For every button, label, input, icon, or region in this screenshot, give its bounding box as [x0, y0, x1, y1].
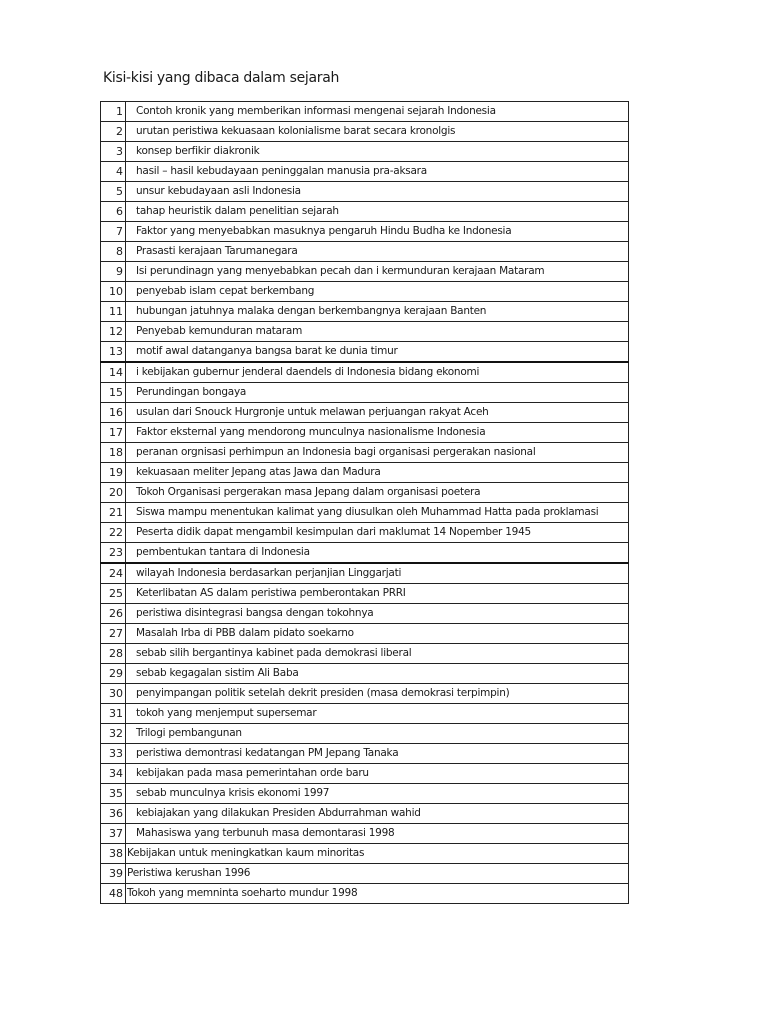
row-topic: sebab silih bergantinya kabinet pada demokrasi liberal: [126, 644, 629, 664]
row-number: 32: [101, 724, 126, 744]
row-number: 12: [101, 322, 126, 342]
row-number: 34: [101, 764, 126, 784]
row-topic: kebiajakan yang dilakukan Presiden Abdurrahman wahid: [126, 804, 629, 824]
row-topic: Trilogi pembangunan: [126, 724, 629, 744]
row-number: 38: [101, 844, 126, 864]
row-number: 9: [101, 262, 126, 282]
page-title: Kisi-kisi yang dibaca dalam sejarah: [103, 70, 340, 86]
table-row: [101, 142, 629, 162]
row-number: 16: [101, 403, 126, 423]
row-number: 48: [101, 884, 126, 904]
table-row: [101, 262, 629, 282]
row-number: 29: [101, 664, 126, 684]
row-number: 30: [101, 684, 126, 704]
row-topic: Contoh kronik yang memberikan informasi mengenai sejarah Indonesia: [126, 102, 629, 122]
table-row: [101, 824, 629, 844]
row-topic: peranan orgnisasi perhimpun an Indonesia bagi organisasi pergerakan nasional: [126, 443, 629, 463]
row-number: 19: [101, 463, 126, 483]
row-topic: kekuasaan meliter Jepang atas Jawa dan Madura: [126, 463, 629, 483]
table-row: [101, 202, 629, 222]
row-number: 15: [101, 383, 126, 403]
row-number: 20: [101, 483, 126, 503]
row-number: 8: [101, 242, 126, 262]
row-number: 36: [101, 804, 126, 824]
row-number: 35: [101, 784, 126, 804]
table-row: [101, 704, 629, 724]
row-topic: hubungan jatuhnya malaka dengan berkembangnya kerajaan Banten: [126, 302, 629, 322]
row-number: 27: [101, 624, 126, 644]
row-number: 10: [101, 282, 126, 302]
row-number: 6: [101, 202, 126, 222]
table-row: [101, 463, 629, 483]
row-number: 3: [101, 142, 126, 162]
row-topic: tahap heuristik dalam penelitian sejarah: [126, 202, 629, 222]
table-row: [101, 302, 629, 322]
table-row: [101, 362, 629, 383]
table-row: [101, 182, 629, 202]
row-topic: Penyebab kemunduran mataram: [126, 322, 629, 342]
row-topic: wilayah Indonesia berdasarkan perjanjian Linggarjati: [126, 563, 629, 584]
table-row: [101, 884, 629, 904]
table-row: [101, 102, 629, 122]
table-row: [101, 222, 629, 242]
row-topic: konsep berfikir diakronik: [126, 142, 629, 162]
table-row: [101, 644, 629, 664]
table-row: [101, 523, 629, 543]
table-row: [101, 342, 629, 363]
row-topic: sebab munculnya krisis ekonomi 1997: [126, 784, 629, 804]
table-row: [101, 664, 629, 684]
row-number: 33: [101, 744, 126, 764]
table-row: [101, 624, 629, 644]
row-topic: Siswa mampu menentukan kalimat yang diusulkan oleh Muhammad Hatta pada proklamasi: [126, 503, 629, 523]
table-row: [101, 322, 629, 342]
row-topic: usulan dari Snouck Hurgronje untuk melawan perjuangan rakyat Aceh: [126, 403, 629, 423]
row-topic: Isi perundinagn yang menyebabkan pecah dan i kermunduran kerajaan Mataram: [126, 262, 629, 282]
kisi-table: [100, 101, 629, 904]
row-topic: Mahasiswa yang terbunuh masa demontarasi 1998: [126, 824, 629, 844]
row-topic: peristiwa disintegrasi bangsa dengan tokohnya: [126, 604, 629, 624]
row-topic: Prasasti kerajaan Tarumanegara: [126, 242, 629, 262]
row-number: 26: [101, 604, 126, 624]
row-topic: i kebijakan gubernur jenderal daendels di Indonesia bidang ekonomi: [126, 362, 629, 383]
row-topic: motif awal datanganya bangsa barat ke dunia timur: [126, 342, 629, 363]
table-row: [101, 122, 629, 142]
table-row: [101, 503, 629, 523]
table-row: [101, 844, 629, 864]
table-row: [101, 443, 629, 463]
row-topic: Keterlibatan AS dalam peristiwa pemberontakan PRRI: [126, 584, 629, 604]
table-row: [101, 764, 629, 784]
row-topic: urutan peristiwa kekuasaan kolonialisme barat secara kronolgis: [126, 122, 629, 142]
row-number: 28: [101, 644, 126, 664]
row-number: 7: [101, 222, 126, 242]
row-topic: penyebab islam cepat berkembang: [126, 282, 629, 302]
row-topic: Peristiwa kerushan 1996: [126, 864, 629, 884]
row-topic: peristiwa demontrasi kedatangan PM Jepang Tanaka: [126, 744, 629, 764]
row-topic: Tokoh yang memninta soeharto mundur 1998: [126, 884, 629, 904]
row-number: 13: [101, 342, 126, 363]
row-topic: Masalah Irba di PBB dalam pidato soekarno: [126, 624, 629, 644]
table-row: [101, 604, 629, 624]
row-topic: Faktor yang menyebabkan masuknya pengaruh Hindu Budha ke Indonesia: [126, 222, 629, 242]
table-row: [101, 162, 629, 182]
row-number: 39: [101, 864, 126, 884]
table-row: [101, 282, 629, 302]
row-number: 21: [101, 503, 126, 523]
row-topic: pembentukan tantara di Indonesia: [126, 543, 629, 564]
table-row: [101, 784, 629, 804]
table-row: [101, 744, 629, 764]
row-number: 25: [101, 584, 126, 604]
row-number: 24: [101, 563, 126, 584]
table-row: [101, 543, 629, 564]
row-topic: unsur kebudayaan asli Indonesia: [126, 182, 629, 202]
table-row: [101, 804, 629, 824]
row-number: 2: [101, 122, 126, 142]
kisi-table-body: [101, 102, 629, 904]
row-number: 22: [101, 523, 126, 543]
row-topic: hasil – hasil kebudayaan peninggalan manusia pra-aksara: [126, 162, 629, 182]
row-number: 23: [101, 543, 126, 564]
row-topic: Kebijakan untuk meningkatkan kaum minoritas: [126, 844, 629, 864]
table-row: [101, 864, 629, 884]
row-topic: Faktor eksternal yang mendorong munculnya nasionalisme Indonesia: [126, 423, 629, 443]
table-row: [101, 403, 629, 423]
row-number: 4: [101, 162, 126, 182]
table-row: [101, 242, 629, 262]
row-number: 5: [101, 182, 126, 202]
table-row: [101, 423, 629, 443]
row-number: 1: [101, 102, 126, 122]
row-topic: Perundingan bongaya: [126, 383, 629, 403]
table-row: [101, 383, 629, 403]
row-topic: penyimpangan politik setelah dekrit presiden (masa demokrasi terpimpin): [126, 684, 629, 704]
row-topic: Tokoh Organisasi pergerakan masa Jepang dalam organisasi poetera: [126, 483, 629, 503]
row-topic: tokoh yang menjemput supersemar: [126, 704, 629, 724]
table-row: [101, 483, 629, 503]
row-topic: sebab kegagalan sistim Ali Baba: [126, 664, 629, 684]
row-number: 31: [101, 704, 126, 724]
row-number: 18: [101, 443, 126, 463]
table-row: [101, 584, 629, 604]
table-row: [101, 724, 629, 744]
row-number: 14: [101, 362, 126, 383]
row-number: 37: [101, 824, 126, 844]
table-row: [101, 563, 629, 584]
table-row: [101, 684, 629, 704]
row-topic: Peserta didik dapat mengambil kesimpulan dari maklumat 14 Nopember 1945: [126, 523, 629, 543]
row-number: 11: [101, 302, 126, 322]
row-topic: kebijakan pada masa pemerintahan orde baru: [126, 764, 629, 784]
row-number: 17: [101, 423, 126, 443]
